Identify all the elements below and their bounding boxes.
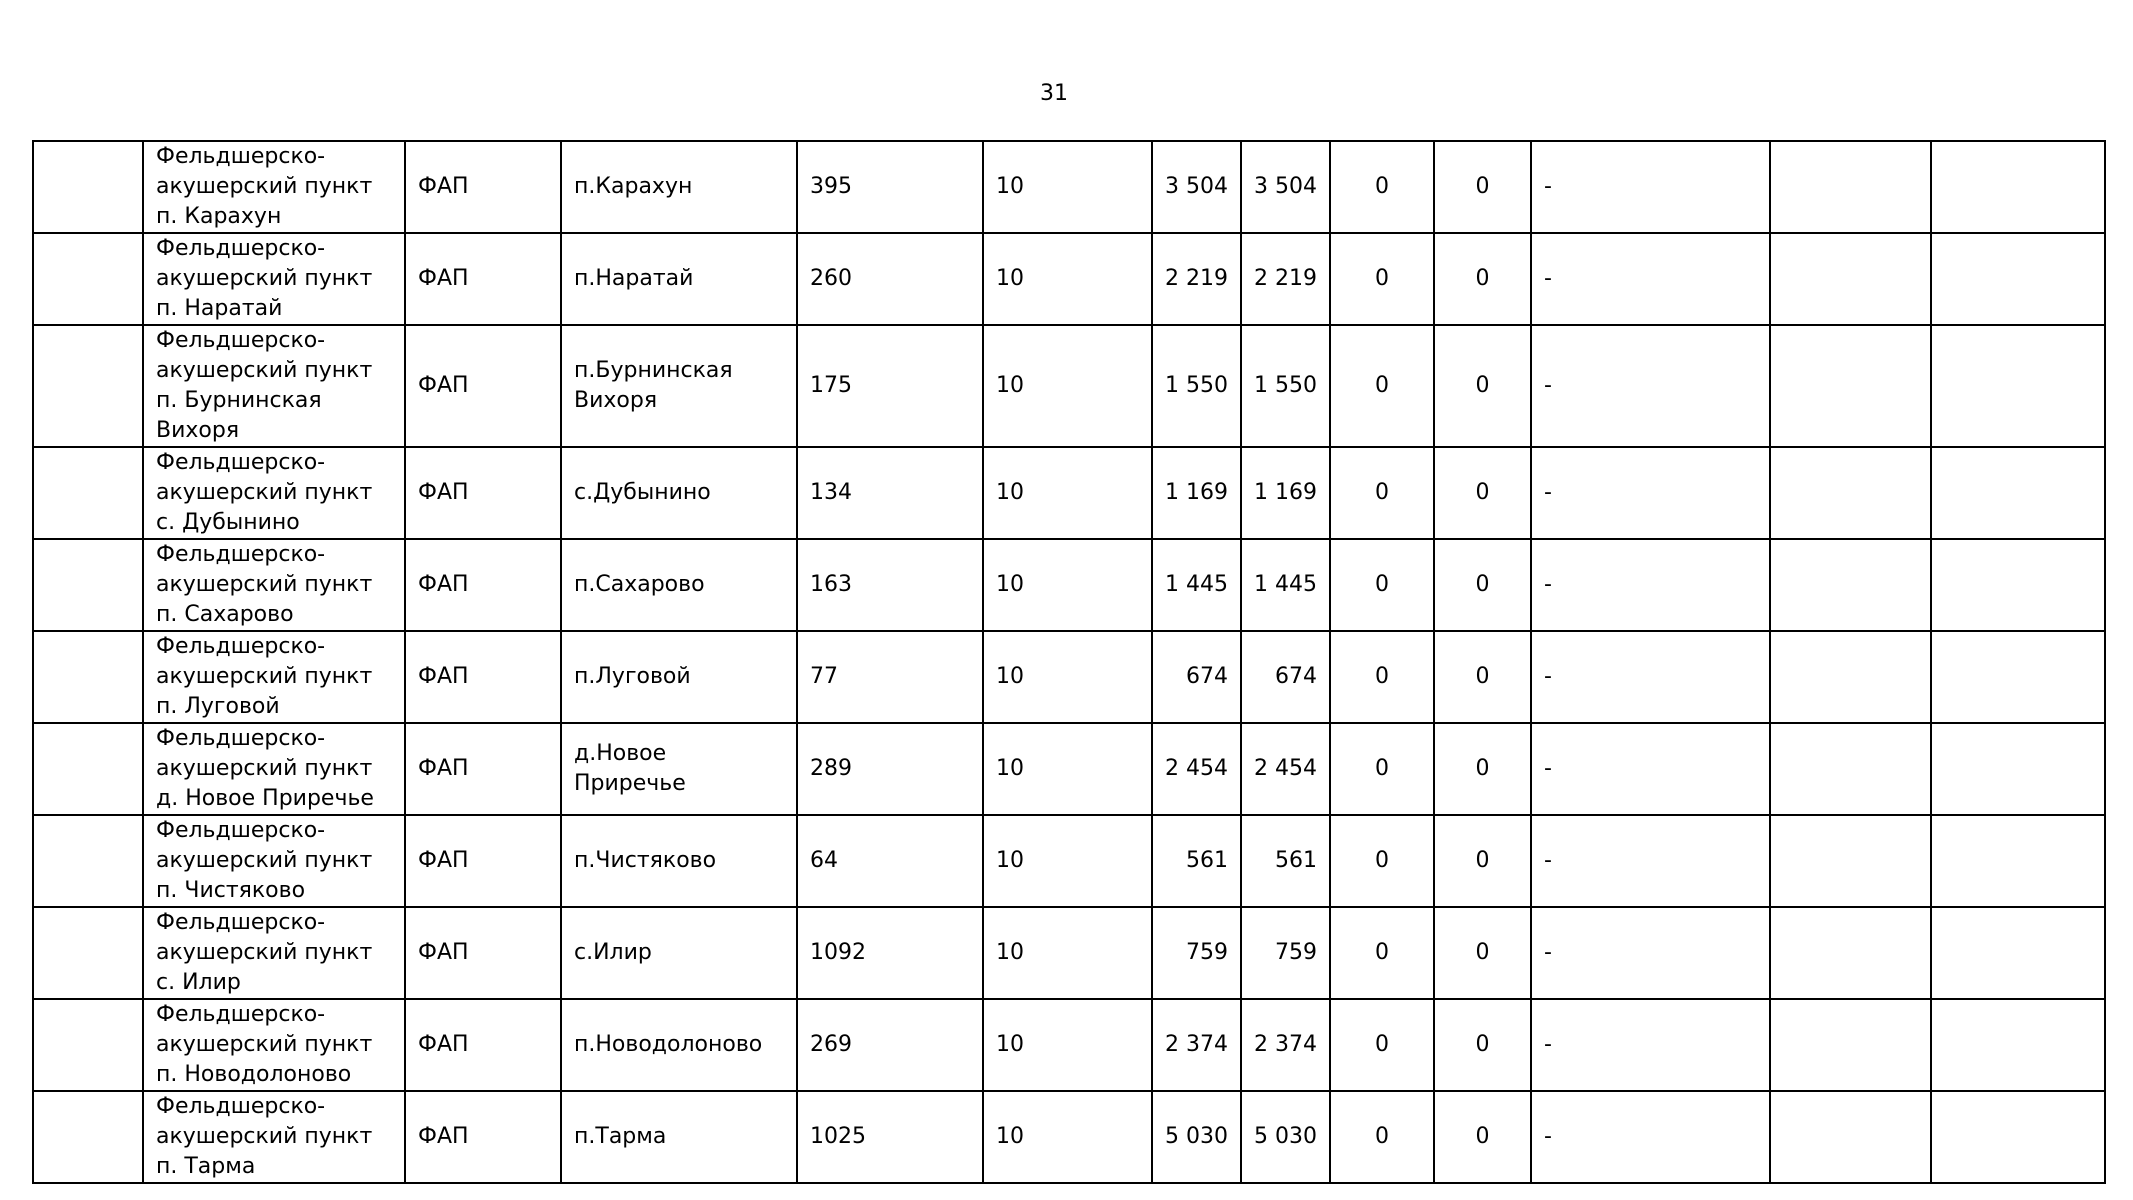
cell-z2: 0 (1434, 815, 1531, 907)
cell-radius: 10 (983, 999, 1152, 1091)
table-row (33, 539, 2105, 631)
cell-note: - (1531, 723, 1770, 815)
cell-type: ФАП (405, 815, 561, 907)
cell-z1: 0 (1330, 907, 1434, 999)
cell-locality: п.Сахарово (561, 539, 797, 631)
cell-empty (33, 631, 143, 723)
cell-empty (1770, 325, 1931, 447)
cell-v1: 561 (1152, 815, 1241, 907)
table-row (33, 999, 2105, 1091)
cell-population: 1025 (797, 1091, 983, 1183)
cell-z2: 0 (1434, 999, 1531, 1091)
cell-v2: 1 169 (1241, 447, 1330, 539)
cell-z1: 0 (1330, 141, 1434, 233)
cell-empty (1770, 233, 1931, 325)
table-row (33, 907, 2105, 999)
cell-note: - (1531, 141, 1770, 233)
cell-population: 134 (797, 447, 983, 539)
cell-name: Фельдшерско-акушерский пункт п. Луговой (143, 631, 405, 723)
cell-locality: п.Карахун (561, 141, 797, 233)
cell-z1: 0 (1330, 447, 1434, 539)
cell-locality: п.Луговой (561, 631, 797, 723)
cell-v1: 1 169 (1152, 447, 1241, 539)
cell-z1: 0 (1330, 539, 1434, 631)
cell-z1: 0 (1330, 723, 1434, 815)
cell-locality: п.Новодолоново (561, 999, 797, 1091)
facilities-table (32, 140, 2106, 1184)
cell-empty (33, 325, 143, 447)
cell-z2: 0 (1434, 1091, 1531, 1183)
cell-v1: 1 550 (1152, 325, 1241, 447)
cell-type: ФАП (405, 723, 561, 815)
cell-type: ФАП (405, 631, 561, 723)
table-row (33, 325, 2105, 447)
cell-note: - (1531, 815, 1770, 907)
cell-locality: д.Новое Приречье (561, 723, 797, 815)
cell-empty (33, 539, 143, 631)
table-row (33, 447, 2105, 539)
cell-v1: 3 504 (1152, 141, 1241, 233)
cell-radius: 10 (983, 1091, 1152, 1183)
cell-locality: п.Наратай (561, 233, 797, 325)
cell-empty (1931, 631, 2105, 723)
table-body (33, 141, 2105, 1183)
cell-radius: 10 (983, 233, 1152, 325)
cell-empty (1931, 815, 2105, 907)
cell-empty (1931, 1091, 2105, 1183)
cell-v2: 2 454 (1241, 723, 1330, 815)
cell-empty (1770, 815, 1931, 907)
cell-locality: с.Дубынино (561, 447, 797, 539)
cell-population: 269 (797, 999, 983, 1091)
cell-radius: 10 (983, 325, 1152, 447)
cell-empty (1931, 723, 2105, 815)
cell-v1: 759 (1152, 907, 1241, 999)
cell-v2: 2 219 (1241, 233, 1330, 325)
cell-empty (1770, 539, 1931, 631)
cell-name: Фельдшерско-акушерский пункт п. Карахун (143, 141, 405, 233)
cell-z2: 0 (1434, 723, 1531, 815)
cell-empty (1931, 233, 2105, 325)
cell-empty (33, 233, 143, 325)
table-row (33, 723, 2105, 815)
table-row (33, 141, 2105, 233)
cell-empty (1770, 631, 1931, 723)
cell-v1: 674 (1152, 631, 1241, 723)
cell-empty (33, 1091, 143, 1183)
cell-radius: 10 (983, 631, 1152, 723)
cell-radius: 10 (983, 141, 1152, 233)
cell-type: ФАП (405, 447, 561, 539)
cell-note: - (1531, 539, 1770, 631)
cell-note: - (1531, 233, 1770, 325)
cell-empty (1770, 907, 1931, 999)
cell-z1: 0 (1330, 325, 1434, 447)
cell-v2: 561 (1241, 815, 1330, 907)
cell-z2: 0 (1434, 447, 1531, 539)
cell-v2: 3 504 (1241, 141, 1330, 233)
cell-type: ФАП (405, 539, 561, 631)
cell-v1: 1 445 (1152, 539, 1241, 631)
cell-v2: 5 030 (1241, 1091, 1330, 1183)
cell-population: 163 (797, 539, 983, 631)
cell-note: - (1531, 447, 1770, 539)
cell-empty (1770, 447, 1931, 539)
cell-empty (33, 999, 143, 1091)
cell-empty (33, 141, 143, 233)
cell-radius: 10 (983, 539, 1152, 631)
page-number: 31 (1040, 81, 1068, 106)
cell-empty (33, 907, 143, 999)
cell-empty (1931, 907, 2105, 999)
table-row (33, 631, 2105, 723)
cell-empty (33, 447, 143, 539)
cell-empty (1931, 141, 2105, 233)
cell-z1: 0 (1330, 631, 1434, 723)
cell-population: 260 (797, 233, 983, 325)
cell-name: Фельдшерско-акушерский пункт п. Наратай (143, 233, 405, 325)
cell-empty (1770, 999, 1931, 1091)
cell-empty (1770, 141, 1931, 233)
table-row (33, 1091, 2105, 1183)
cell-v2: 759 (1241, 907, 1330, 999)
cell-radius: 10 (983, 907, 1152, 999)
cell-name: Фельдшерско-акушерский пункт д. Новое Приречье (143, 723, 405, 815)
cell-empty (1931, 325, 2105, 447)
cell-type: ФАП (405, 907, 561, 999)
cell-type: ФАП (405, 1091, 561, 1183)
cell-v2: 2 374 (1241, 999, 1330, 1091)
cell-v1: 2 219 (1152, 233, 1241, 325)
cell-empty (1931, 447, 2105, 539)
cell-population: 64 (797, 815, 983, 907)
table-row (33, 815, 2105, 907)
cell-population: 175 (797, 325, 983, 447)
cell-z2: 0 (1434, 141, 1531, 233)
cell-name: Фельдшерско-акушерский пункт п. Новодолоново (143, 999, 405, 1091)
table-row (33, 233, 2105, 325)
cell-name: Фельдшерско-акушерский пункт с. Илир (143, 907, 405, 999)
cell-note: - (1531, 325, 1770, 447)
cell-name: Фельдшерско-акушерский пункт п. Чистяково (143, 815, 405, 907)
cell-locality: с.Илир (561, 907, 797, 999)
cell-empty (1931, 999, 2105, 1091)
cell-z2: 0 (1434, 907, 1531, 999)
cell-population: 77 (797, 631, 983, 723)
cell-empty (1931, 539, 2105, 631)
cell-z2: 0 (1434, 233, 1531, 325)
cell-note: - (1531, 1091, 1770, 1183)
cell-radius: 10 (983, 723, 1152, 815)
cell-locality: п.Тарма (561, 1091, 797, 1183)
cell-name: Фельдшерско-акушерский пункт с. Дубынино (143, 447, 405, 539)
cell-name: Фельдшерско-акушерский пункт п. Сахарово (143, 539, 405, 631)
cell-z2: 0 (1434, 325, 1531, 447)
cell-note: - (1531, 999, 1770, 1091)
cell-radius: 10 (983, 447, 1152, 539)
cell-z2: 0 (1434, 631, 1531, 723)
cell-population: 289 (797, 723, 983, 815)
cell-z1: 0 (1330, 233, 1434, 325)
cell-v1: 5 030 (1152, 1091, 1241, 1183)
cell-empty (33, 815, 143, 907)
cell-type: ФАП (405, 141, 561, 233)
cell-v1: 2 454 (1152, 723, 1241, 815)
cell-v2: 1 445 (1241, 539, 1330, 631)
cell-v2: 674 (1241, 631, 1330, 723)
cell-v2: 1 550 (1241, 325, 1330, 447)
cell-locality: п.Бурнинская Вихоря (561, 325, 797, 447)
cell-locality: п.Чистяково (561, 815, 797, 907)
cell-z2: 0 (1434, 539, 1531, 631)
cell-type: ФАП (405, 233, 561, 325)
cell-empty (1770, 1091, 1931, 1183)
cell-name: Фельдшерско-акушерский пункт п. Тарма (143, 1091, 405, 1183)
cell-empty (1770, 723, 1931, 815)
cell-z1: 0 (1330, 815, 1434, 907)
cell-name: Фельдшерско-акушерский пункт п. Бурнинская Вихоря (143, 325, 405, 447)
cell-empty (33, 723, 143, 815)
cell-v1: 2 374 (1152, 999, 1241, 1091)
cell-radius: 10 (983, 815, 1152, 907)
cell-population: 395 (797, 141, 983, 233)
cell-z1: 0 (1330, 1091, 1434, 1183)
cell-type: ФАП (405, 999, 561, 1091)
cell-note: - (1531, 631, 1770, 723)
cell-population: 1092 (797, 907, 983, 999)
cell-z1: 0 (1330, 999, 1434, 1091)
cell-type: ФАП (405, 325, 561, 447)
cell-note: - (1531, 907, 1770, 999)
